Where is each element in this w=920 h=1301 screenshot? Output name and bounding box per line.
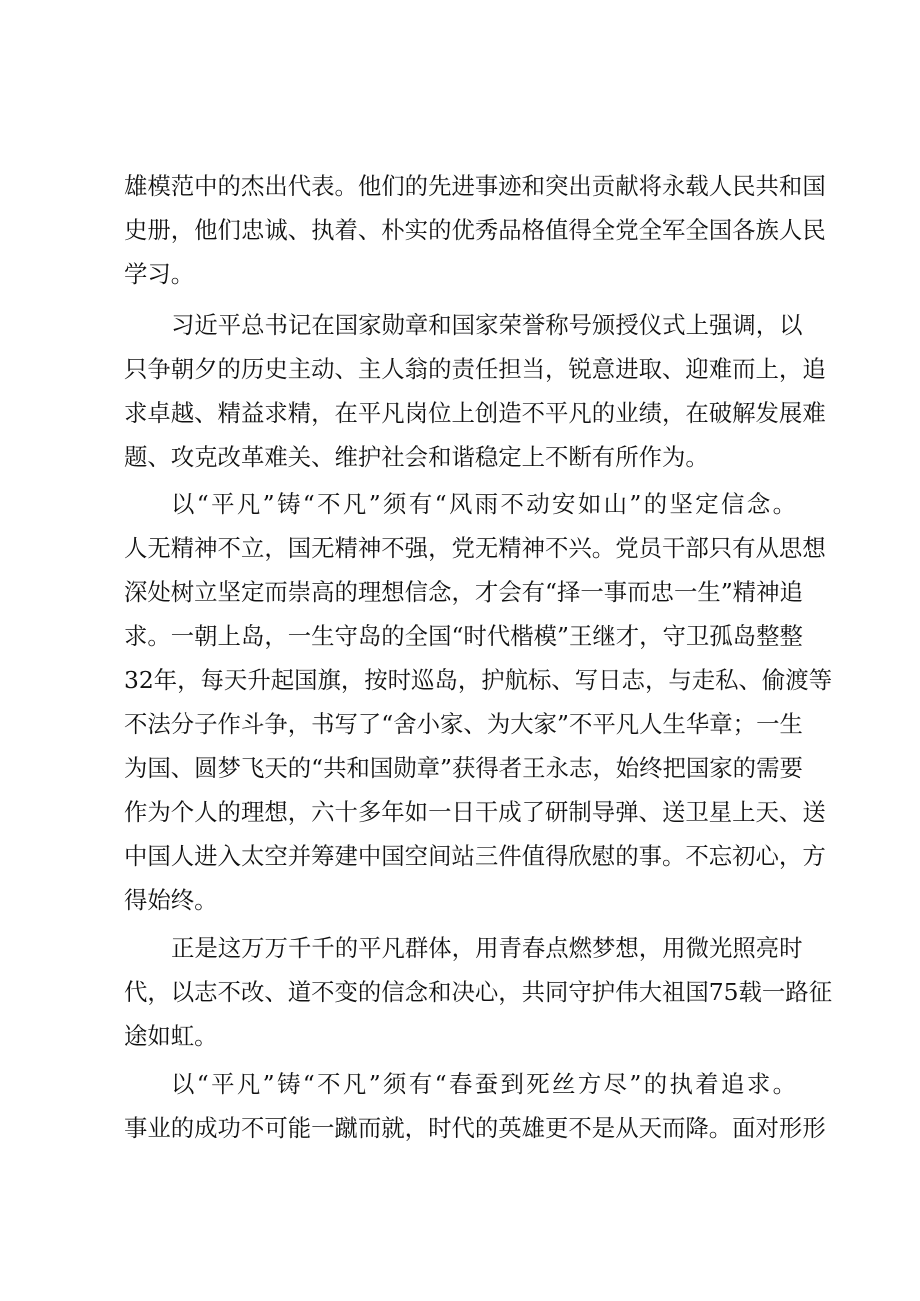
body-text-line: 作为个人的理想，六十多年如一日干成了研制导弹、送卫星上天、送 [124,798,826,826]
body-text-line: 代，以志不改、道不变的信念和决心，共同守护伟大祖国75载一路征 [124,978,833,1006]
body-text-line: 不法分子作斗争，书写了“舍小家、为大家”不平凡人生华章；一生 [124,710,803,738]
body-text-line: 学习。 [124,260,195,288]
body-text-line: 求。一朝上岛，一生守岛的全国“时代楷模”王继才，守卫孤岛整整 [124,622,803,650]
body-text-line: 题、攻克改革难关、维护社会和谐稳定上不断有所作为。 [124,443,709,471]
body-text-line: 深处树立坚定而崇高的理想信念，才会有“择一事而忠一生”精神追 [124,578,803,606]
body-text-line: 人无精神不立，国无精神不强，党无精神不兴。党员干部只有从思想 [124,534,826,562]
body-text-line: 以“平凡”铸“不凡”须有“春蚕到死丝方尽”的执着追求。 [171,1070,796,1098]
body-text-line: 习近平总书记在国家勋章和国家荣誉称号颁授仪式上强调，以 [171,311,803,339]
body-text-line: 只争朝夕的历史主动、主人翁的责任担当，锐意进取、迎难而上，追 [124,355,826,383]
body-text-line: 史册，他们忠诚、执着、朴实的优秀品格值得全党全军全国各族人民 [124,216,826,244]
body-text-line: 为国、圆梦飞天的“共和国勋章”获得者王永志，始终把国家的需要 [124,754,803,782]
body-text-line: 求卓越、精益求精，在平凡岗位上创造不平凡的业绩，在破解发展难 [124,399,826,427]
body-text-line: 以“平凡”铸“不凡”须有“风雨不动安如山”的坚定信念。 [171,490,796,518]
body-text-line: 事业的成功不可能一蹴而就，时代的英雄更不是从天而降。面对形形 [124,1114,826,1142]
body-text-line: 中国人进入太空并筹建中国空间站三件值得欣慰的事。不忘初心，方 [124,842,826,870]
body-text-line: 正是这万万千千的平凡群体，用青春点燃梦想，用微光照亮时 [171,934,803,962]
body-text-line: 32年，每天升起国旗，按时巡岛，护航标、写日志，与走私、偷渡等 [124,666,833,694]
body-text-line: 途如虹。 [124,1022,218,1050]
body-text-line: 得始终。 [124,886,218,914]
body-text-line: 雄模范中的杰出代表。他们的先进事迹和突出贡献将永载人民共和国 [124,172,826,200]
